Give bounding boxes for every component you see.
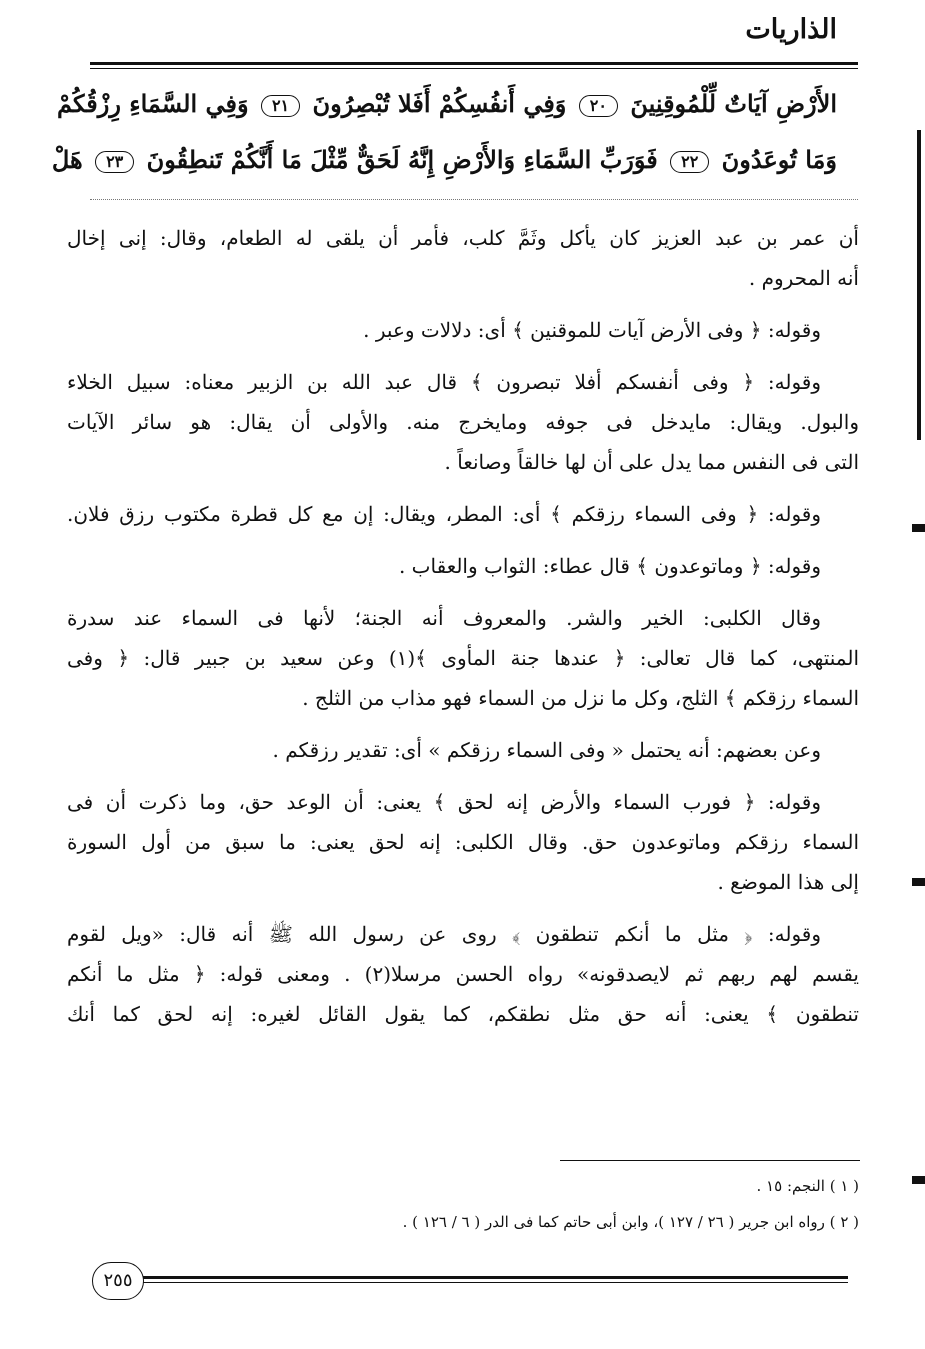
paragraph	[67, 218, 859, 298]
edge-scan-bar	[917, 130, 921, 440]
verse-text: وَفِي السَّمَاءِ رِزْقُكُمْ	[57, 89, 249, 118]
text-line: إلى هذا الموضع .	[717, 870, 859, 894]
verse-line-1	[57, 76, 837, 132]
text-line: وعن بعضهم: أنه يحتمل « وفى السماء رزقكم » أى: تقدير رزقكم .	[272, 738, 821, 762]
footer-rule-thin	[140, 1282, 848, 1283]
text-line: تنطقون ﴾ يعنى: أنه حق مثل نطقكم، كما يقول القائل لغيره: إنه لحق كما أنك	[67, 1002, 859, 1026]
edge-scan-mark	[912, 1176, 925, 1184]
text-line: والبول. ويقال: مايدخل فى جوفه ومايخرج منه. والأولى أن يقال: هو سائر الآيات	[67, 410, 859, 434]
text-line: وقال الكلبى: الخير والشر. والمعروف أنه الجنة؛ لأنها فى السماء عند سدرة	[67, 606, 821, 630]
ayah-number: ٢٣	[95, 151, 134, 173]
footnote: ( ٢ ) رواه ابن جرير ( ٢٦ / ١٢٧ )، وابن أبى حاتم كما فى الدر ( ٦ / ١٢٦ ) .	[402, 1213, 859, 1231]
text-line: وقوله: ﴿ وفى السماء رزقكم ﴾ أى: المطر، ويقال: إن مع كل قطرة مكتوب رزق فلان.	[67, 502, 821, 526]
text-line: السماء رزقكم وماتوعدون حق. وقال الكلبى: إنه لحق يعنى: ما سبق من أول السورة	[67, 830, 859, 854]
verse-text: وَفِي أَنفُسِكُمْ أَفَلا تُبْصِرُونَ	[312, 89, 567, 118]
commentary-body	[67, 218, 859, 1046]
quran-verses	[51, 76, 837, 188]
paragraph	[67, 494, 859, 534]
footnote: ( ١ ) النجم: ١٥ .	[756, 1177, 859, 1195]
paragraph	[67, 310, 859, 350]
edge-scan-mark	[912, 524, 925, 532]
text-line: يقسم لهم ربهم ثم لايصدقونه» رواه الحسن مرسلا(٢) . ومعنى قوله: ﴿ مثل ما أنكم	[67, 962, 859, 986]
header-rule-thick	[90, 62, 858, 65]
ayah-number: ٢٠	[579, 95, 618, 117]
text-line: التى فى النفس مما يدل على أن لها خالقاً وصانعاً .	[444, 450, 859, 474]
footnote-rule	[560, 1160, 860, 1161]
verse-text: الأَرْضِ آيَاتٌ لِّلْمُوقِنِينَ	[630, 89, 837, 118]
paragraph	[67, 914, 859, 1034]
text-line: وقوله: ﴿ وفى الأرض آيات للموقنين ﴾ أى: دلالات وعبر .	[363, 318, 821, 342]
text-line: وقوله: ﴿ مثل ما أنكم تنطقون ﴾ روى عن رسول الله ﷺ أنه قال: «ويل لقوم	[67, 922, 821, 946]
footer-rule-thick	[140, 1276, 848, 1279]
paragraph	[67, 730, 859, 770]
page-number: ٢٥٥	[92, 1262, 144, 1300]
surah-title: الذاريات	[745, 14, 837, 45]
verse-text: فَوَرَبِّ السَّمَاءِ وَالأَرْضِ إِنَّهُ لَحَقٌّ مِّثْلَ مَا أَنَّكُمْ تَنطِقُونَ	[146, 145, 658, 174]
ayah-number: ٢٢	[670, 151, 709, 173]
text-line: المنتهى، كما قال تعالى: ﴿ عندها جنة المأوى ﴾(١) وعن سعيد بن جبير قال: ﴿ وفى	[67, 646, 859, 670]
verse-text: هَلْ	[51, 145, 83, 174]
text-line: وقوله: ﴿ وفى أنفسكم أفلا تبصرون ﴾ قال عبد الله بن الزبير معناه: سبيل الخلاء	[67, 370, 821, 394]
ayah-number: ٢١	[261, 95, 300, 117]
paragraph	[67, 598, 859, 718]
verse-separator	[90, 199, 858, 200]
verse-text: وَمَا تُوعَدُونَ	[721, 145, 837, 174]
text-line: أنه المحروم .	[748, 266, 859, 290]
header-rule-thin	[90, 68, 858, 69]
paragraph	[67, 546, 859, 586]
text-line: السماء رزقكم ﴾ الثلج، وكل ما نزل من السماء فهو مذاب من الثلج .	[302, 686, 859, 710]
verse-line-2	[51, 132, 837, 188]
footnotes	[67, 1168, 859, 1240]
text-line: أن عمر بن عبد العزيز كان يأكل وثَمَّ كلب، فأمر أن يلقى له الطعام، وقال: إنى إخال	[67, 226, 859, 250]
paragraph	[67, 782, 859, 902]
text-line: وقوله: ﴿ وماتوعدون ﴾ قال عطاء: الثواب والعقاب .	[398, 554, 821, 578]
paragraph	[67, 362, 859, 482]
edge-scan-mark	[912, 878, 925, 886]
text-line: وقوله: ﴿ فورب السماء والأرض إنه لحق ﴾ يعنى: أن الوعد حق، وما ذكرت أن فى	[67, 790, 821, 814]
